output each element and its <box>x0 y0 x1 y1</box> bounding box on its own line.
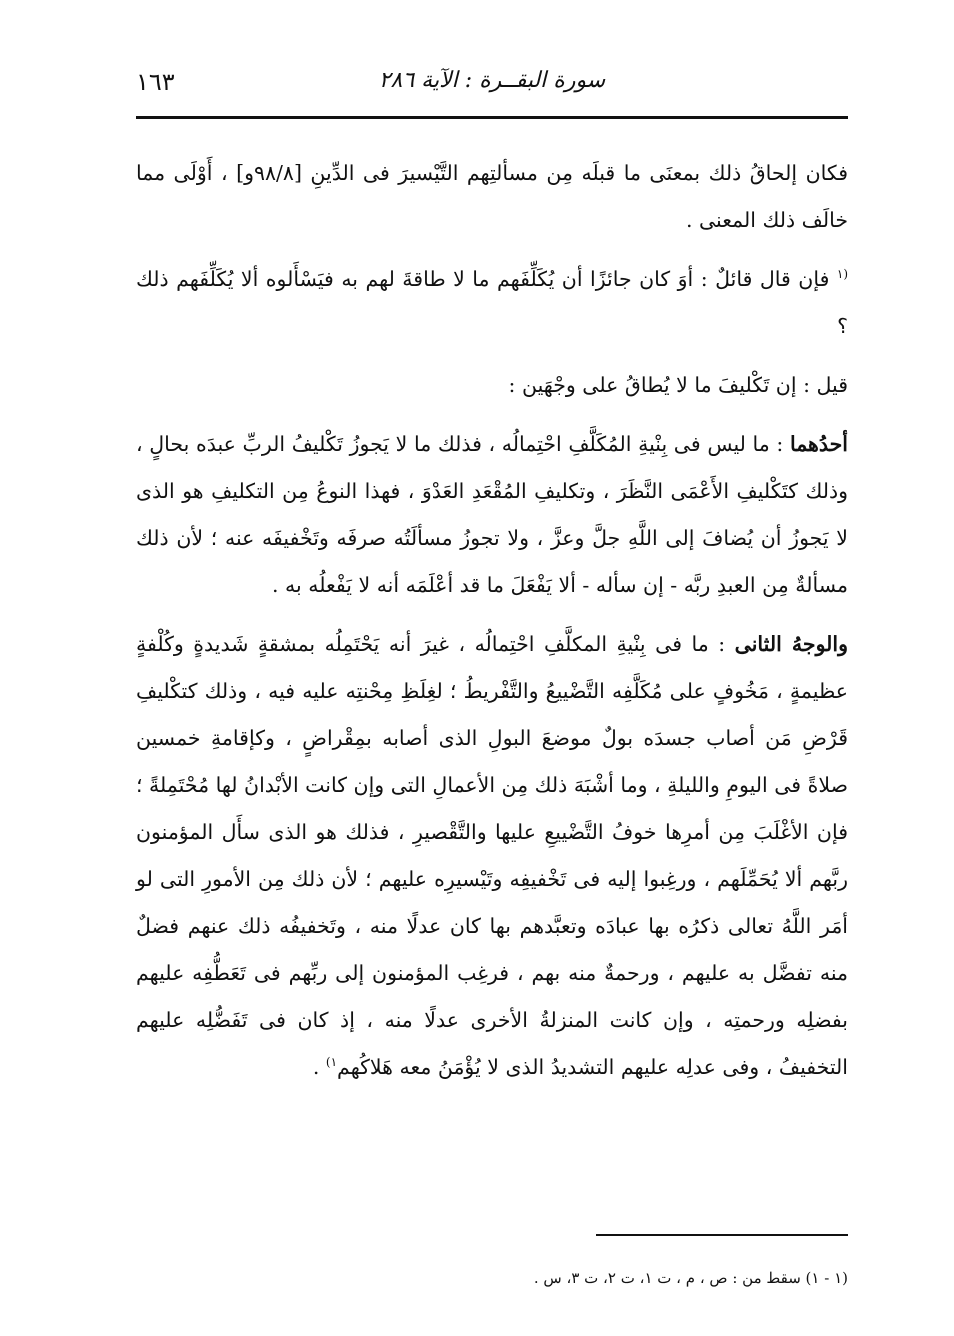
paragraph-term: والوجهُ الثانى <box>734 632 848 656</box>
footnote-marker-end: ١) <box>325 1055 338 1070</box>
paragraph-term: أحدُهما <box>789 432 848 456</box>
paragraph <box>136 621 848 1091</box>
paragraph <box>136 421 848 609</box>
paragraph-text: : ما فى بِنْيةِ المكلَّفِ احْتِمالُه ، غيرَ أنه يَحْتَمِلُه بمشقةٍ شَديدةٍ وكُلْفةٍ عظيمةٍ ، مَخُوفٍ على مُكَلَّفِه التَّضْييعُ والتَّفْريطُ ؛ لغِلَظِ مِحْنتِه عليه فيه ، وذلك كتكْليفِ قَرْضِ مَن أصاب جسدَه بولٌ موضعَ البولِ الذى أصابه بمِقْراضٍ ، وكإقامةِ خمسين صلاةً فى اليومِ والليلةِ ، وما أشْبَهَ ذلك مِن الأعمالِ التى وإن كانت الأبْدانُ لها مُحْتَمِلةً ؛ فإن الأغْلَبَ مِن أمرِها خوفُ التَّضْييعِ عليها والتَّقْصيرِ ، فذلك هو الذى سأَل المؤمنون ربَّهم ألا يُحَمِّلَهم ، ورغِبوا إليه فى تَخْفيفِه وتَيْسيرِه عليهم ؛ لأن ذلك مِن الأمورِ التى لو أمَر اللَّهُ تعالى ذكرُه بها عبادَه وتعبَّدهم بها كان عدلًا منه ، وتَخفيفُه ذلك عنهم فضلٌ منه تفضَّل به عليهم ، ورحمةٌ منه بهم ، فرغِب المؤمنون إلى ربِّهم فى تَعَطُّفِه عليهم بفضلِه ورحمتِه ، وإن كانت المنزلةُ الأخرى عدلًا منه ، إذ كان فى تَفَضُّلِه عليهم التخفيفُ ، وفى عدلِه عليهم التشديدُ الذى لا يُؤْمَنُ معه هَلاكُهم <box>136 632 848 1079</box>
paragraph <box>136 362 848 409</box>
running-title: سورة البقــرة : الآية ٢٨٦ <box>378 68 606 93</box>
paragraph-text: قيل : إن تَكْليفَ ما لا يُطاقُ على وجْهَين : <box>508 373 848 397</box>
footnote: (١ - ١) سقط من : ص ، م ، ت ١، ت ٢، ت ٣، س . <box>533 1269 848 1287</box>
footnote-marker-start: (١ <box>836 267 848 282</box>
header-rule <box>136 116 848 119</box>
paragraph-text: فكان إلحاقُ ذلك بمعنَى ما قبلَه مِن مسألتِهم التَّيْسيرَ فى الدِّينِ [٩٨/٨و] ، أَوْلَى مما خالَف ذلك المعنى . <box>136 161 848 232</box>
footnote-rule <box>596 1234 848 1236</box>
page-number: ١٦٣ <box>136 68 175 96</box>
page-header <box>136 66 848 106</box>
paragraph-text: فإن قال قائلٌ : أوَ كان جائزًا أن يُكَلِّفَهم ما لا طاقةَ لهم به فيَسْأَلوه ألا يُكَلِّفَهم ذلك ؟ <box>136 267 848 338</box>
main-text <box>136 150 848 1103</box>
paragraph <box>136 150 848 244</box>
paragraph-tail: . <box>312 1055 326 1079</box>
paragraph-text: : ما ليس فى بِنْيةِ المُكَلَّفِ احْتِمالُه ، فذلك ما لا يَجوزُ تَكْليفُ الربِّ عبدَه بحالٍ ، وذلك كتَكْليفِ الأَعْمَى النَّظَرَ ، وتكليفِ المُقْعَدِ العَدْوَ ، فهذا النوعُ مِن التكليفِ هو الذى لا يَجوزُ أن يُضافَ إلى اللَّهِ جلَّ وعزَّ ، ولا تجوزُ مسألَتُه صرفَه وتَخْفيفَه عنه ؛ لأن ذلك مسألةٌ مِن العبدِ ربَّه - إن سأله - ألا يَفْعَلَ ما قد أعْلَمَه أنه لا يَفْعلُه به . <box>136 432 848 597</box>
paragraph <box>136 256 848 350</box>
